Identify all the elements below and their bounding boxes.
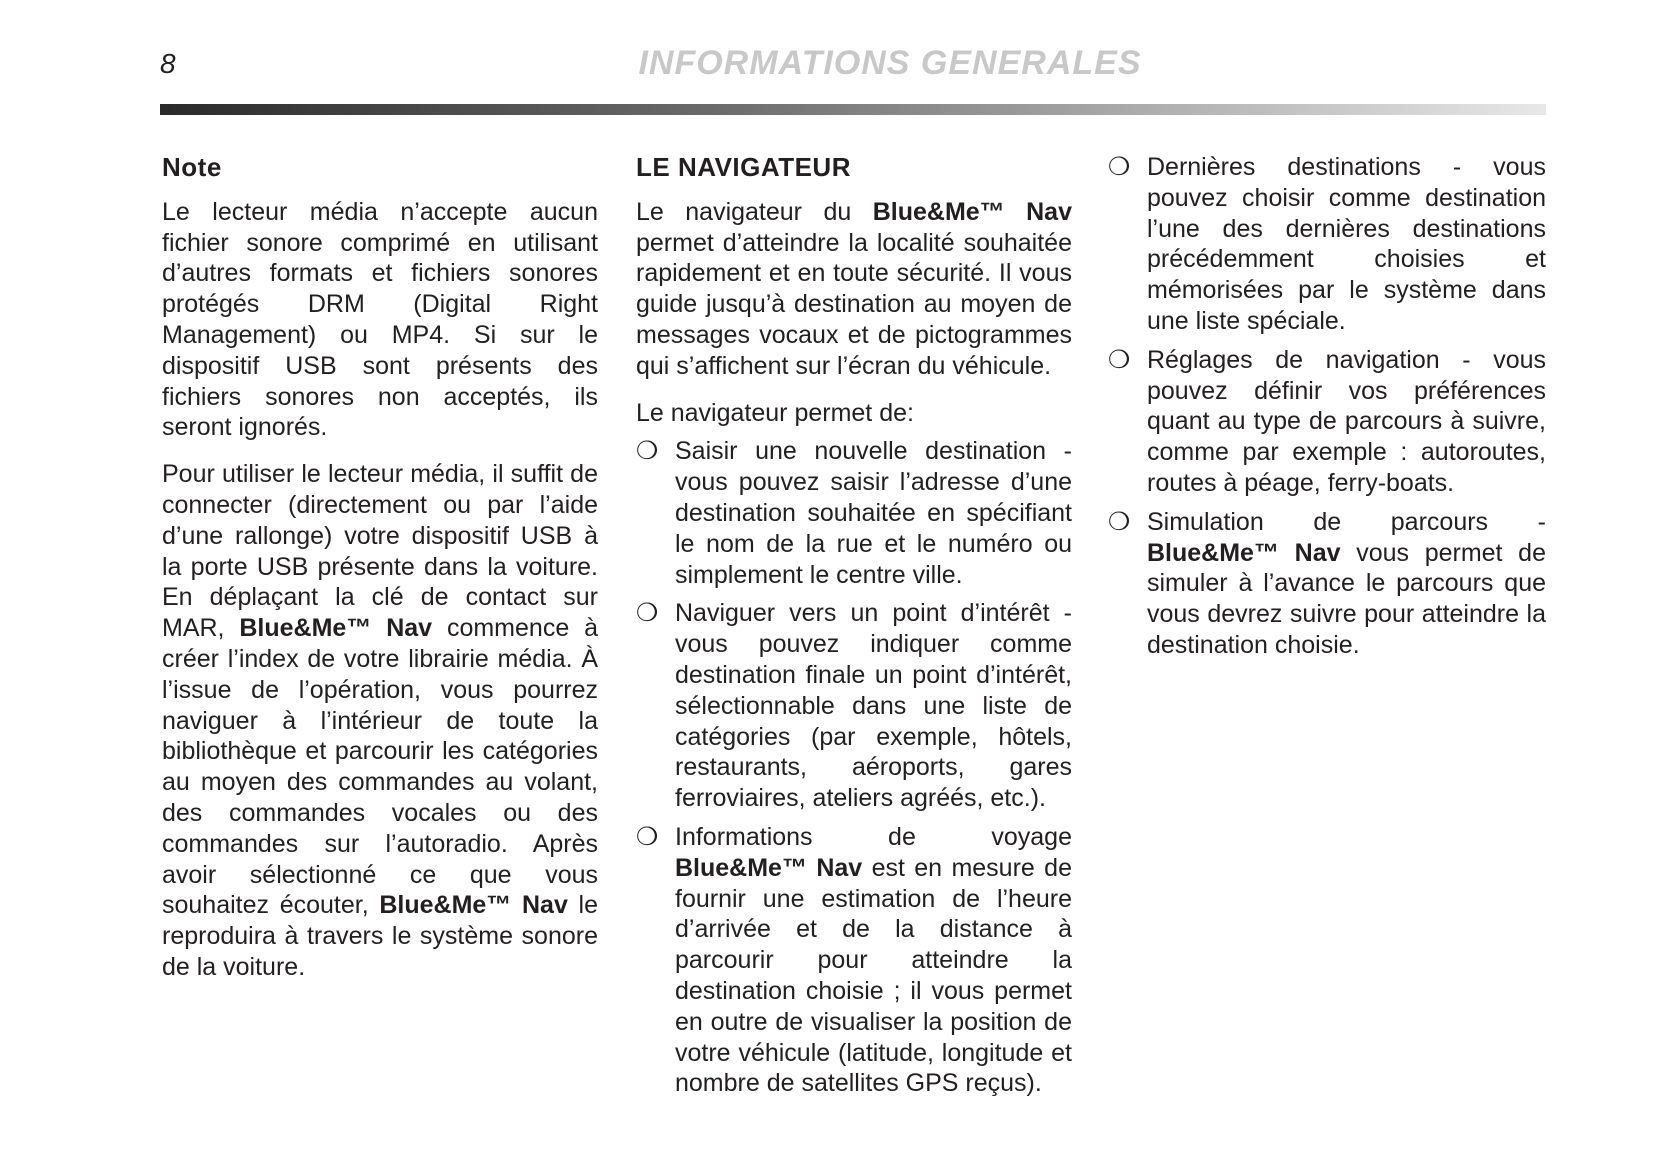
brand-name: Blue&Me™ Nav xyxy=(1147,538,1341,567)
usb-text-2: commence à créer l’index de votre librairie média. À l’issue de l’opération, vous pourrez naviguer à l’intérieur de toute la bibliothèque et parcourir les catégories au moyen des commandes au volant, des commandes vocales ou des commandes sur l’autoradio. Après avoir sélectionné ce que vous souhaitez écouter, xyxy=(162,614,598,920)
brand-name: Blue&Me™ Nav xyxy=(379,891,568,920)
list-item xyxy=(1108,152,1546,337)
circle-bullet-icon: ❍ xyxy=(1108,507,1131,536)
circle-bullet-icon: ❍ xyxy=(636,437,659,466)
list-item xyxy=(636,598,1072,814)
note-text: Le lecteur média n’accepte aucun fichier sonore comprimé en utilisant d’autres formats et fichiers sonores protégés DRM (Digital Right Management) ou MP4. Si sur le dispositif USB sont présents des fichiers sonores non acceptés, ils seront ignorés. xyxy=(162,197,598,442)
list-item xyxy=(636,822,1072,1099)
circle-bullet-icon: ❍ xyxy=(1108,153,1131,181)
list-item-text: Dernières destinations - vous pouvez choisir comme destination l’une des dernières destinations précédemment choisies et mémorisées par le système dans une liste spéciale. xyxy=(1147,153,1546,335)
usb-text-3: le reproduira à travers le système sonore de la voiture. xyxy=(162,891,598,981)
navigator-heading: LE NAVIGATEUR xyxy=(636,152,851,182)
list-item-text: Naviguer vers un point d’intérêt - vous pouvez indiquer comme destination finale un point d’intérêt, sélectionnable dans une liste de catégories (par exemple, hôtels, restaurants, aéroports, gares ferroviaires, ateliers agréés, etc.). xyxy=(675,599,1072,813)
note-heading: Note xyxy=(162,152,222,182)
usb-text-1: Pour utiliser le lecteur média, il suffit de connecter (directement ou par l’aide d’une rallonge) votre dispositif USB à la porte USB présente dans la voiture. En déplaçant la clé de contact sur MAR, xyxy=(162,460,598,643)
brand-name: Blue&Me™ Nav xyxy=(675,853,863,882)
list-item-text-1: Simulation de parcours - xyxy=(1147,507,1546,536)
intro-text-1: Le navigateur du xyxy=(636,197,852,226)
navigator-intro xyxy=(636,197,1072,382)
list-item-text-1: Informations de voyage xyxy=(675,822,1072,851)
list-item-text: Saisir une nouvelle destination - vous pouvez saisir l’adresse d’une destination souhaitée en spécifiant le nom de la rue et le numéro ou simplement le centre ville. xyxy=(675,437,1072,589)
circle-bullet-icon: ❍ xyxy=(636,599,659,628)
left-column xyxy=(162,152,598,999)
circle-bullet-icon: ❍ xyxy=(1108,345,1131,374)
list-item-text-2: est en mesure de fournir une estimation de l’heure d’arrivée et de la distance à parcourir pour atteindre la destination choisie ; il vous permet en outre de visualiser la position de votre véhicule (latitude, longitude et nombre de satellites GPS reçus). xyxy=(675,853,1072,1098)
middle-column xyxy=(636,152,1072,1107)
circle-bullet-icon: ❍ xyxy=(636,822,659,851)
list-item xyxy=(1108,345,1546,499)
list-item xyxy=(636,436,1072,590)
brand-name: Blue&Me™ Nav xyxy=(872,197,1072,226)
navigator-lead: Le navigateur permet de: xyxy=(636,398,914,427)
header-rule xyxy=(160,104,1546,115)
list-item-text: Réglages de navigation - vous pouvez définir vos préférences quant au type de parcours à suivre, comme par exemple : autoroutes, routes à péage, ferry-boats. xyxy=(1147,345,1546,497)
list-item xyxy=(1108,507,1546,661)
list-item-text-2: vous permet de simuler à l’avance le parcours que vous devrez suivre pour atteindre la destination choisie. xyxy=(1147,538,1546,659)
page-number: 8 xyxy=(160,48,176,79)
usb-usage-paragraph xyxy=(162,459,598,983)
intro-text-2: permet d’atteindre la localité souhaitée rapidement et en toute sécurité. Il vous guide jusqu’à destination au moyen de messages vocaux et de pictogrammes qui s’affichent sur l’écran du véhicule. xyxy=(636,228,1072,380)
brand-name: Blue&Me™ Nav xyxy=(239,614,433,643)
right-column xyxy=(1108,152,1546,669)
section-title: INFORMATIONS GENERALES xyxy=(638,44,1142,82)
